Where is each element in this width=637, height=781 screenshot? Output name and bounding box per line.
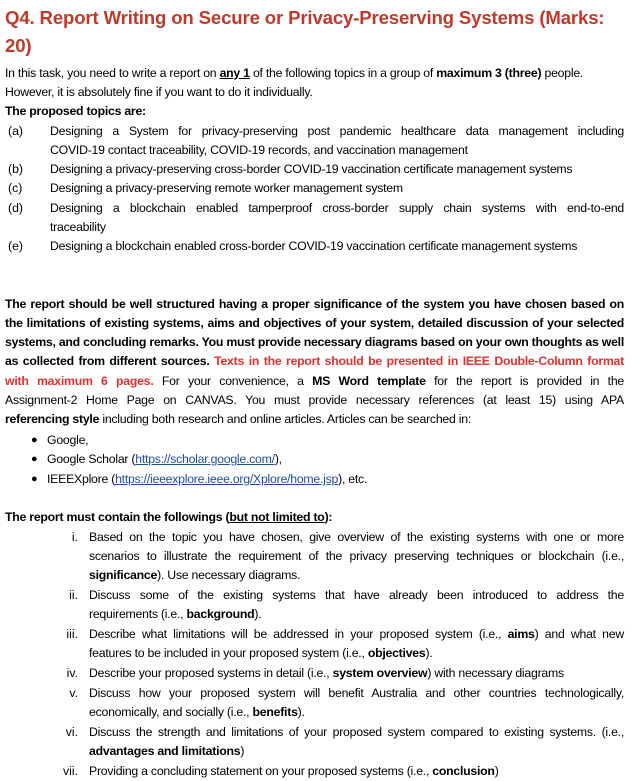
apa-style: referencing style bbox=[5, 412, 100, 426]
req-v-line-1: Discuss how your proposed system will benefit Australia and other countries technologically, bbox=[89, 686, 624, 700]
structure-line-5: with maximum 6 pages. For your convenience, a MS Word template for the report is provided in the bbox=[5, 374, 625, 388]
bullet-icon: ● bbox=[31, 473, 38, 485]
topic-b-line-1: Designing a privacy-preserving cross-border COVID-19 vaccination certificate management systems bbox=[50, 162, 573, 176]
req-marker-v: v. bbox=[69, 686, 78, 700]
req-i-line-1: Based on the topic you have chosen, give overview of the existing systems with one or more bbox=[89, 530, 624, 544]
req-marker-vii: vii. bbox=[62, 764, 78, 778]
req-marker-i: i. bbox=[71, 530, 78, 544]
google-scholar-link[interactable]: https://scholar.google.com/ bbox=[135, 452, 275, 466]
source-google-scholar: Google Scholar (https://scholar.google.com/), bbox=[47, 452, 282, 466]
topic-d-line-2: traceability bbox=[50, 220, 106, 234]
req-marker-ii: ii. bbox=[69, 588, 78, 602]
intro-max-people: maximum 3 (three) bbox=[436, 66, 542, 80]
bullet-icon: ● bbox=[31, 434, 38, 446]
source-ieeexplore: IEEEXplore (https://ieeexplore.ieee.org/Xplore/home.jsp), etc. bbox=[47, 472, 368, 486]
req-ii-line-2: requirements (i.e., background). bbox=[89, 607, 262, 621]
req-iii-line-1: Describe what limitations will be addressed in your proposed system (i.e., aims) and what new bbox=[89, 627, 624, 641]
bullet-icon: ● bbox=[31, 453, 38, 465]
intro-text: people. bbox=[541, 66, 584, 80]
intro-line-2: However, it is absolutely fine if you want to do it individually. bbox=[5, 85, 313, 99]
topic-marker-c: (c) bbox=[8, 181, 23, 195]
structure-line-1: The report should be well structured having a proper significance of the system you have chosen based on bbox=[5, 297, 624, 311]
structure-line-3: systems, and concluding remarks. You must provide necessary diagrams based on your own thoughts as well bbox=[5, 335, 624, 349]
req-vii-line-1: Providing a concluding statement on your proposed systems (i.e., conclusion) bbox=[89, 764, 499, 778]
req-marker-iii: iii. bbox=[66, 627, 78, 641]
topic-marker-e: (e) bbox=[8, 239, 24, 253]
topic-e-line-1: Designing a blockchain enabled cross-border COVID-19 vaccination certificate management systems bbox=[50, 239, 578, 253]
intro-line-1 bbox=[5, 64, 583, 83]
topic-c-line-1: Designing a privacy-preserving remote worker management system bbox=[50, 181, 403, 195]
page-title: Q4. Report Writing on Secure or Privacy-Preserving Systems (Marks: 20) bbox=[5, 7, 605, 56]
intro-text: In this task, you need to write a report on bbox=[5, 66, 220, 80]
req-iv-line-1: Describe your proposed systems in detail (i.e., system overview) with necessary diagrams bbox=[89, 666, 564, 680]
intro-text: of the following topics in a group of bbox=[249, 66, 437, 80]
ieee-format-note: Texts in the report should be presented in IEEE Double-Column format bbox=[214, 354, 624, 368]
source-google: Google, bbox=[47, 433, 89, 447]
req-iii-line-2: features to be included in your proposed system (i.e., objectives). bbox=[89, 646, 433, 660]
max-pages-note: with maximum 6 pages. bbox=[5, 374, 154, 388]
topic-marker-a: (a) bbox=[8, 124, 24, 138]
req-ii-line-1: Discuss some of the existing systems that have already been introduced to address the bbox=[89, 588, 624, 602]
topic-marker-d: (d) bbox=[8, 201, 24, 215]
topic-marker-b: (b) bbox=[8, 162, 24, 176]
req-v-line-2: economically, and socially (i.e., benefits). bbox=[89, 705, 305, 719]
req-marker-iv: iv. bbox=[66, 666, 78, 680]
structure-line-4: as collected from different sources. Texts in the report should be presented in IEEE Double-Column format bbox=[5, 354, 624, 368]
req-marker-vi: vi. bbox=[65, 725, 78, 739]
topic-a-line-1: Designing a System for privacy-preserving post pandemic healthcare data management including bbox=[50, 124, 624, 138]
structure-line-6: Assignment-2 Home Page on CANVAS. You must provide necessary references (at least 15) using APA bbox=[5, 393, 624, 407]
topic-a-line-2: COVID-19 contact traceability, COVID-19 records, and vaccination management bbox=[50, 143, 468, 157]
intro-any-one: any 1 bbox=[219, 66, 250, 80]
req-i-line-2: scenarios to illustrate the requirement of the privacy preserving techniques or blockchain (i.e., bbox=[89, 549, 624, 563]
req-i-line-3: significance). Use necessary diagrams. bbox=[89, 568, 301, 582]
req-vi-line-1: Discuss the strength and limitations of your proposed system compared to existing systems. (i.e., bbox=[89, 725, 624, 739]
structure-line-2: the limitations of existing systems, aims and objectives of your system, detailed discussion of your selected bbox=[5, 316, 624, 330]
ieeexplore-link[interactable]: https://ieeexplore.ieee.org/Xplore/home.jsp bbox=[115, 472, 339, 486]
req-vi-line-2: advantages and limitations) bbox=[89, 744, 245, 758]
structure-line-7: referencing style including both research and online articles. Articles can be searched in: bbox=[5, 412, 471, 426]
topics-heading: The proposed topics are: bbox=[5, 104, 146, 118]
contain-heading: The report must contain the followings (but not limited to): bbox=[5, 510, 333, 524]
ms-word-template: MS Word template bbox=[312, 374, 426, 388]
topic-d-line-1: Designing a blockchain enabled tamperproof cross-border supply chain systems with end-to-end bbox=[50, 201, 624, 215]
